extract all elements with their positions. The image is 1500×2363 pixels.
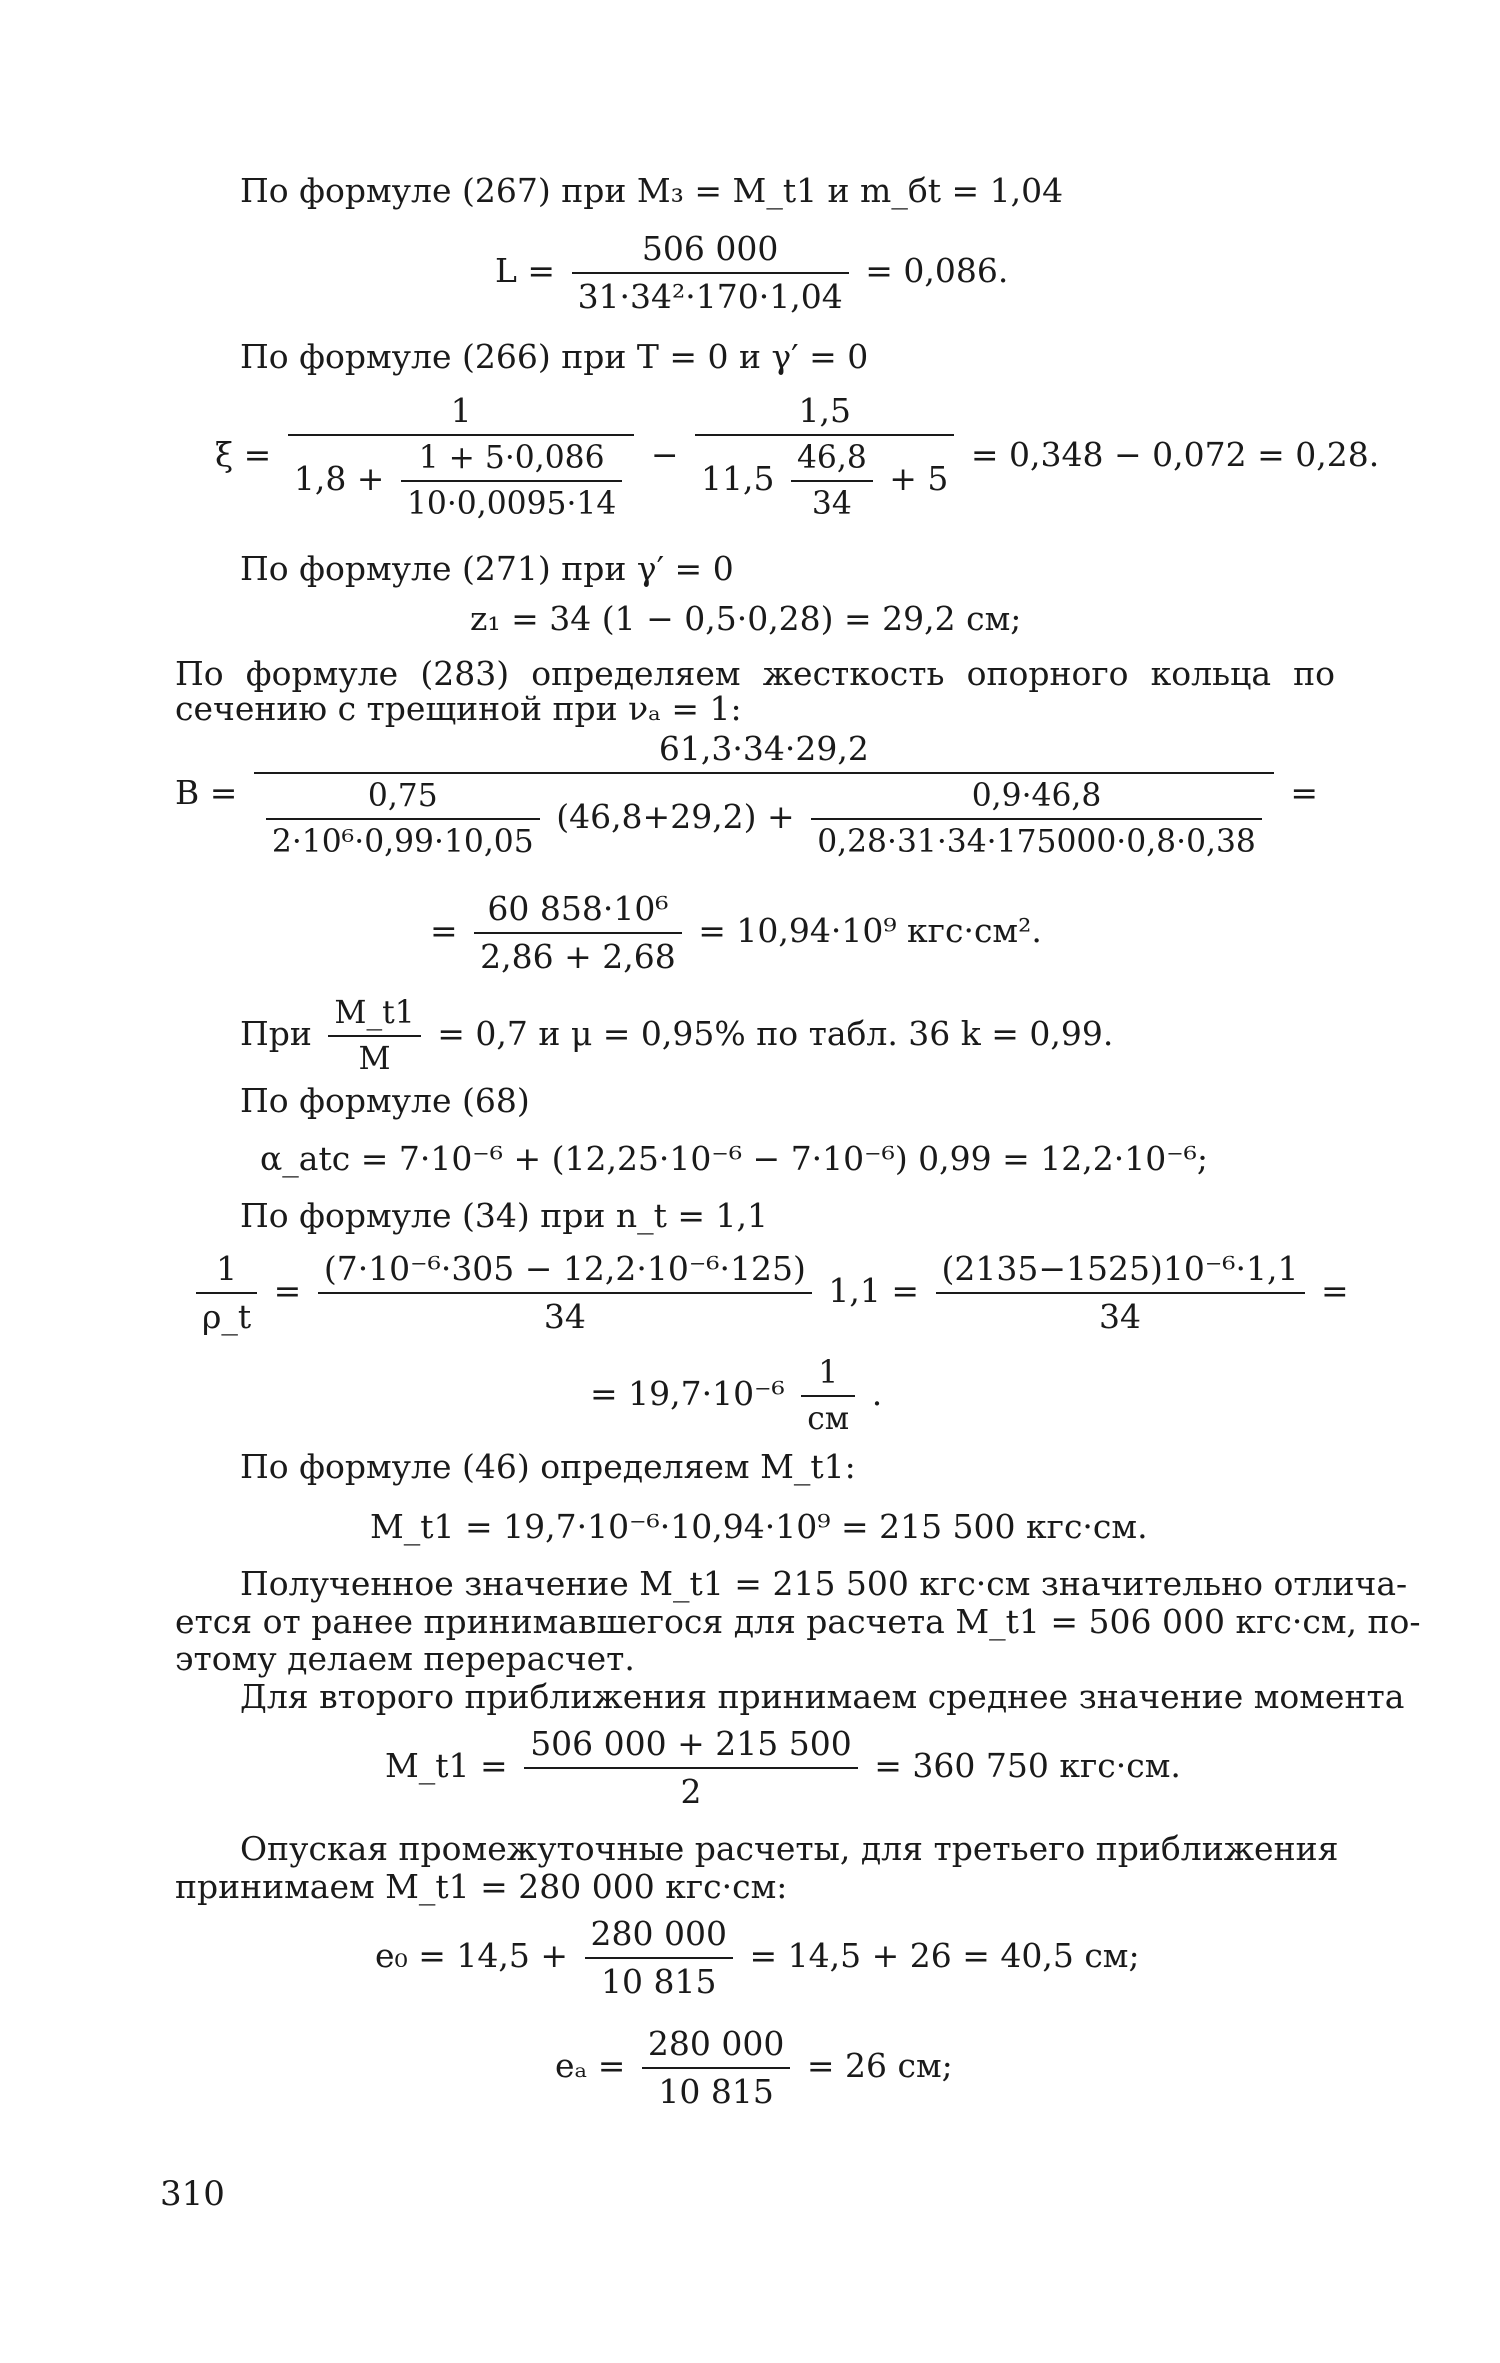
- part: 1,8 +: [293, 458, 385, 498]
- numerator: 0,9·46,8: [971, 777, 1102, 814]
- text-line: [175, 655, 1335, 693]
- numerator: 0,75: [367, 777, 438, 814]
- numerator: (2135−1525)10⁻⁶·1,1: [941, 1249, 1299, 1288]
- numerator: 280 000: [647, 2024, 785, 2063]
- formula-B: [175, 730, 1318, 860]
- formula-alpha: [260, 1140, 1208, 1178]
- denominator: 10·0,0095·14: [401, 480, 622, 522]
- numerator: 506 000: [641, 229, 779, 268]
- rhs: = 14,5 + 26 = 40,5 см;: [749, 1935, 1140, 1975]
- denominator: [254, 772, 1274, 860]
- text: По формуле (68): [240, 1081, 530, 1120]
- equals: =: [1290, 773, 1319, 812]
- formula-rho: [190, 1250, 1349, 1336]
- text: По формуле (271) при γ′ = 0: [240, 549, 734, 588]
- formula-L: [495, 230, 1008, 316]
- text-line: [240, 1564, 1408, 1603]
- text-line: [240, 1197, 768, 1235]
- denominator: 34: [318, 1292, 812, 1336]
- numerator: 1: [818, 1355, 839, 1391]
- formula: α_atc = 7·10⁻⁶ + (12,25·10⁻⁶ − 7·10⁻⁶) 0,99 = 12,2·10⁻⁶;: [260, 1139, 1209, 1178]
- denominator: [288, 434, 635, 522]
- numerator: (7·10⁻⁶·305 − 12,2·10⁻⁶·125): [323, 1249, 806, 1288]
- text: По формуле (267) при: [240, 171, 627, 210]
- numerator: 60 858·10⁶: [487, 889, 669, 928]
- denominator: 0,28·31·34·175000·0,8·0,38: [811, 818, 1262, 860]
- text-line: [175, 690, 742, 728]
- text-line: [240, 1677, 1405, 1716]
- denominator: ρ_t: [196, 1292, 257, 1336]
- numerator: 1 + 5·0,086: [418, 439, 605, 476]
- formula-rho-result: [590, 1355, 882, 1437]
- formula-ea: [555, 2025, 953, 2111]
- numerator: 280 000: [590, 1914, 727, 1953]
- formula-z1: [470, 600, 1021, 638]
- inner-fraction: [811, 778, 1262, 860]
- fraction: [474, 890, 682, 976]
- lhs: B =: [175, 773, 238, 812]
- fraction: [254, 730, 1274, 860]
- fraction: [328, 995, 420, 1077]
- rhs: = 10,94·10⁹ кгс·см².: [698, 910, 1042, 950]
- rhs: = 0,086.: [865, 250, 1009, 290]
- minus: −: [650, 435, 679, 474]
- text: По формуле (46) определяем M_t1:: [240, 1447, 856, 1486]
- text-line: [240, 1448, 856, 1486]
- denominator: 2,86 + 2,68: [474, 932, 682, 976]
- text: сечению с трещиной при νₐ = 1:: [175, 689, 742, 728]
- text: По формуле (34) при n_t = 1,1: [240, 1196, 768, 1235]
- inner-fraction: [401, 440, 622, 522]
- numerator: 1: [216, 1249, 238, 1288]
- lhs: M_t1 =: [385, 1745, 508, 1785]
- inner-fraction: [791, 440, 873, 522]
- fraction: [936, 1250, 1305, 1336]
- part: 11,5: [700, 458, 775, 498]
- numerator: 506 000 + 215 500: [530, 1724, 852, 1763]
- fraction: [801, 1355, 855, 1437]
- formula-e0: [375, 1915, 1140, 2001]
- text: По формуле (283) определяем жесткость опорного кольца по: [175, 654, 1335, 693]
- fraction: [642, 2025, 790, 2111]
- denominator: 10 815: [642, 2067, 790, 2111]
- numerator: 1,5: [798, 391, 851, 430]
- inner-fraction: [266, 778, 540, 860]
- denominator: см: [801, 1395, 855, 1437]
- text: этому делаем перерасчет.: [175, 1639, 635, 1678]
- formula-B-result: [430, 890, 1042, 976]
- numerator: M_t1: [334, 995, 415, 1031]
- part: (46,8+29,2) +: [556, 796, 795, 836]
- rhs: = 26 см;: [806, 2045, 953, 2085]
- denominator: 2: [524, 1767, 858, 1811]
- fraction: [572, 230, 849, 316]
- text: Полученное значение M_t1 = 215 500 кгс·см значительно отлича-: [240, 1564, 1408, 1603]
- formula-mt1: [370, 1508, 1148, 1546]
- text-line: [240, 338, 868, 376]
- formula-mt1-avg: [385, 1725, 1181, 1811]
- formula: M_t1 = 19,7·10⁻⁶·10,94·10⁹ = 215 500 кгс·см.: [370, 1507, 1148, 1546]
- lhs: ξ =: [215, 435, 272, 474]
- text-line: [240, 1829, 1339, 1868]
- rhs: = 360 750 кгс·см.: [874, 1745, 1181, 1785]
- fraction: [318, 1250, 812, 1336]
- denominator: [695, 434, 954, 522]
- text: = 0,7 и μ = 0,95% по табл. 36 k = 0,99.: [437, 1014, 1114, 1054]
- denominator: 34: [791, 480, 873, 522]
- text-line: [240, 172, 1063, 210]
- fraction: [288, 392, 635, 522]
- text: ется от ранее принимавшегося для расчета M_t1 = 506 000 кгс·см, по-: [175, 1602, 1421, 1641]
- page-number: 310: [160, 2174, 225, 2214]
- denominator: 2·10⁶·0,99·10,05: [266, 818, 540, 860]
- condition: M₃ = M_t1 и m_бt = 1,04: [636, 171, 1064, 210]
- text-line: [240, 1082, 530, 1120]
- text-line: [175, 1868, 787, 1906]
- text: Опуская промежуточные расчеты, для третьего приближения: [240, 1829, 1339, 1868]
- text-line: [240, 995, 1113, 1077]
- equals: =: [1321, 1270, 1349, 1310]
- part: = 19,7·10⁻⁶: [590, 1374, 785, 1414]
- lhs: =: [430, 910, 458, 950]
- lhs: eₐ =: [555, 2045, 626, 2085]
- text: По формуле (266) при T = 0 и γ′ = 0: [240, 337, 869, 376]
- text-line: [175, 1602, 1421, 1641]
- fraction: [695, 392, 954, 522]
- text: При: [240, 1014, 312, 1054]
- numerator: 46,8: [796, 439, 867, 476]
- text: Для второго приближения принимаем среднее значение момента: [240, 1677, 1405, 1716]
- part: 1,1 =: [828, 1270, 920, 1310]
- numerator: 61,3·34·29,2: [658, 729, 869, 768]
- formula: z₁ = 34 (1 − 0,5·0,28) = 29,2 см;: [470, 599, 1022, 638]
- equals: =: [273, 1270, 302, 1310]
- formula-xi: [215, 392, 1379, 522]
- fraction: [585, 1915, 733, 2001]
- text-line: [240, 550, 734, 588]
- text: принимаем M_t1 = 280 000 кгс·см:: [175, 1867, 788, 1906]
- part: + 5: [889, 458, 949, 498]
- fraction: [196, 1250, 257, 1336]
- denominator: 10 815: [585, 1957, 733, 2001]
- period: .: [871, 1374, 883, 1414]
- denominator: 31·34²·170·1,04: [572, 272, 849, 316]
- fraction: [524, 1725, 858, 1811]
- text-line: [175, 1640, 635, 1678]
- rhs: = 0,348 − 0,072 = 0,28.: [970, 435, 1380, 474]
- lhs: L =: [495, 250, 556, 290]
- lhs: e₀ = 14,5 +: [375, 1935, 569, 1975]
- numerator: 1: [450, 391, 472, 430]
- denominator: M: [328, 1035, 420, 1077]
- denominator: 34: [936, 1292, 1305, 1336]
